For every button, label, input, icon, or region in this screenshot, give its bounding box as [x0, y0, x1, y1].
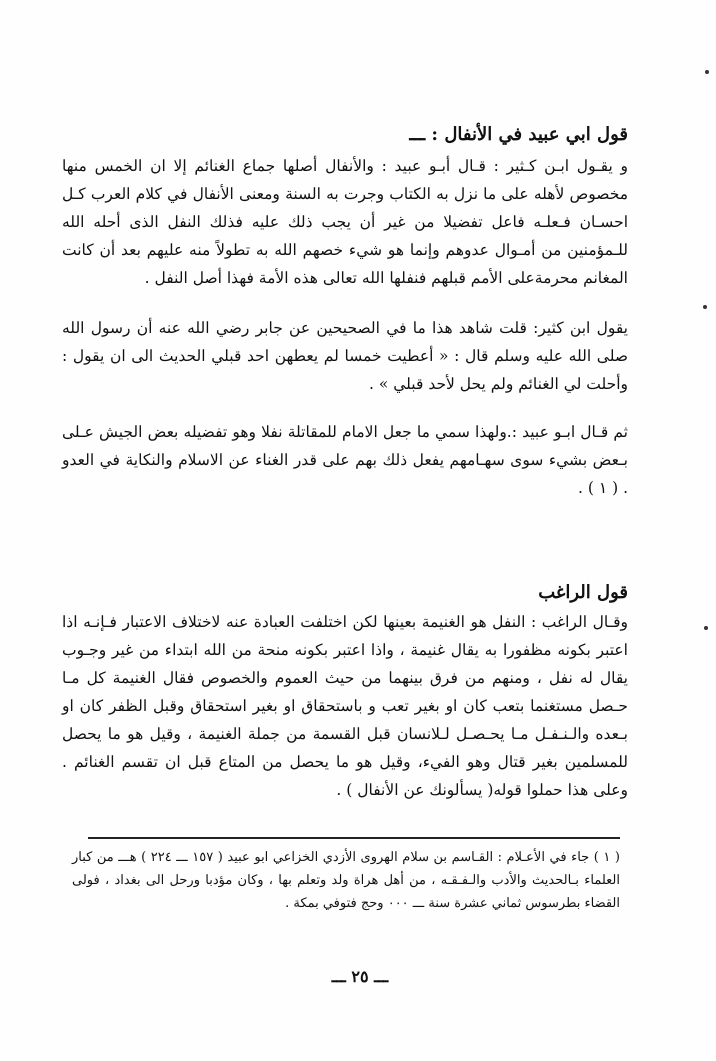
paragraph-raghib-quote: وقـال الراغب : النفل هو الغنيمة بعينها لكن اختلفت العبادة عنه لاختلاف الاعتبار فـإنـه اذا اعتبر بكونه مظفورا به يقال غنيمة ، واذا اعتبر بكونه منحة من الله ابتداء من غير وجـوب يقال له نفل ، ومنهم من فرق بينهما من حيث العموم والخصوص فقال الغنيمة كل مـا حـصل مستغنما بتعب كان او بغير تعب و باستحقاق او بغير استحقاق وقبل الظفر كان او بـعده والـنـفـل مـا يحـصـل لـلانسان قبل القسمة من جملة الغنيمة ، وقيل هو ما يحصل للمسلمين بغير قتال وهو الفيء، وقيل هو ما يحصل من المتاع قبل ان تقسم الغنائم . وعلى هذا حملوا قوله( يسألونك عن الأنفال ) .	[62, 613, 628, 799]
page-number: ـــ ٢٥ ـــ	[331, 967, 389, 986]
paragraph-nafl-definition: ثم قـال ابـو عبيد :.ولهذا سمي ما جعل الامام للمقاتلة نفلا وهو تفضيله بعض الجيش عـلى بـعض بشيء سوى سهـامهم يفعل ذلك بهم على قدر الغناء عن الاسلام والنكاية في العدو . ( ١ ) .	[62, 423, 628, 497]
scan-speck	[705, 70, 709, 74]
scan-speck	[704, 626, 708, 630]
paragraph-ibn-kathir-quote: و يقـول ابـن كـثير : قـال أبـو عبيد : والأنفال أصلها جماع الغنائم إلا ان الخمس منها مخصوص لأهله على ما نزل به الكتاب وجرت به السنة ومعنى الأنفال في كلام العرب كـل احسـان فـعلـه فاعل تفضيلا من غير أن يجب ذلك عليه فذلك النفل الذى أحله الله للـمؤمنين من أمـوال عدوهم وإنما هو شيء خصهم الله به تطولاً منه عليهم بعد أن كانت المغانم محرمةعلى الأمم قبلهم فنفلها الله تعالى هذه الأمة فهذا أصل النفل .	[62, 157, 628, 287]
section-heading-abu-ubaid: قول ابي عبيد في الأنفال : ـــ	[409, 124, 628, 145]
scan-speck	[703, 305, 707, 309]
footnote-divider	[88, 837, 620, 839]
section-body-abu-ubaid	[62, 152, 628, 502]
section-body-raghib	[62, 608, 628, 804]
paragraph-sahihayn-evidence: يقول ابن كثير: قلت شاهد هذا ما في الصحيحين عن جابر رضي الله عنه أن رسول الله صلى الله عليه وسلم قال : « أعطيت خمسا لم يعطهن احد قبلي الحديث الى ان يقول : وأحلت لي الغنائم ولم يحل لأحد قبلي » .	[62, 319, 628, 393]
footnote: ( ١ ) جاء في الأعـلام : القـاسم بن سلام الهروى الأزدي الخزاعي ابو عبيد ( ١٥٧ ـــ ٢٢٤ ) هـــ من كبار العلماء بـالحديث والأدب والـفـقـه ، من أهل هراة ولد وتعلم بها ، وكان مؤدبا ورحل الى بغداد ، فولى القضاء بطرسوس ثماني عشرة سنة ـــ ٠٠٠ وحج فتوفي بمكة .	[72, 850, 620, 911]
section-heading-raghib: قول الراغب	[538, 582, 628, 603]
